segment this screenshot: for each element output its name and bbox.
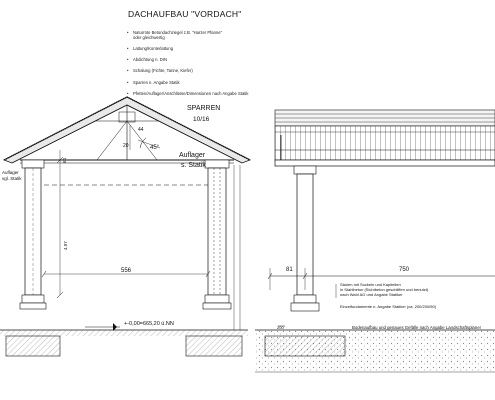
dim-200: 200 [277,325,284,330]
side-ground [255,326,495,372]
spec-tiles: • Naturrote Betondachziegel z.B. "Harzer Pfanne" [127,30,223,35]
spec-purlins: • Pfetten/Auflager/Anschlüsse/Dimensionen nach Angabe Statik [127,91,249,96]
auflager-right-line1: Auflager [179,152,206,159]
front-elevation [0,97,250,356]
note-line-2: in Stahlbeton (Sichtbeton geschliffen und benutzt) [340,287,429,292]
auflager-left-line1: Auflager [2,170,19,175]
sparren-title: SPARREN [187,105,221,112]
auflager-left-line2: vgl. Statik [2,176,22,181]
spec-rafters: • Sparren n. Angabe Statik [127,80,180,85]
sparren-size: 10/16 [193,116,210,123]
roof-angle: 45° [150,145,160,151]
dim-81: 81 [286,267,293,273]
auflager-right-line2: s. Statik [181,162,206,169]
boden-note: Bodenaufbau und genaues Gefälle nach Angabe Landschaftsplaner [352,325,482,330]
note-line-3: nach Wahl AG und Angabe Statiker [340,292,403,297]
spec-tiles-alt: oder gleichwertig [133,35,165,40]
spec-boarding: • Schalung (Fichte, Tanne, Kiefer) [127,68,193,73]
drawing-title: DACHAUFBAU "VORDACH" [128,9,242,19]
level-label: +-0,00=665,20 ü.NN [124,321,174,327]
dim-750: 750 [399,267,410,273]
front-ground [0,323,248,356]
spec-sealing: • Abdichtung n. DIN [127,57,167,62]
dim-20: 20 [123,143,129,149]
front-column-left [20,160,46,309]
dim-64: 64 [62,157,67,163]
front-column-right [203,160,240,330]
span-dim: 556 [121,268,132,274]
height-dim: 4.97 [63,241,68,250]
spec-battens: • Lattung/Konterlattung [127,46,174,51]
side-roof [275,110,495,166]
side-elevation [255,110,495,372]
note-line-1: Säulen mit Sockeln und Kapitellen [340,282,401,287]
note-line-4: Einzelfundamente n. Angabe Statiker (ca. 200/200/50) [340,304,437,309]
dim-44: 44 [138,127,144,133]
